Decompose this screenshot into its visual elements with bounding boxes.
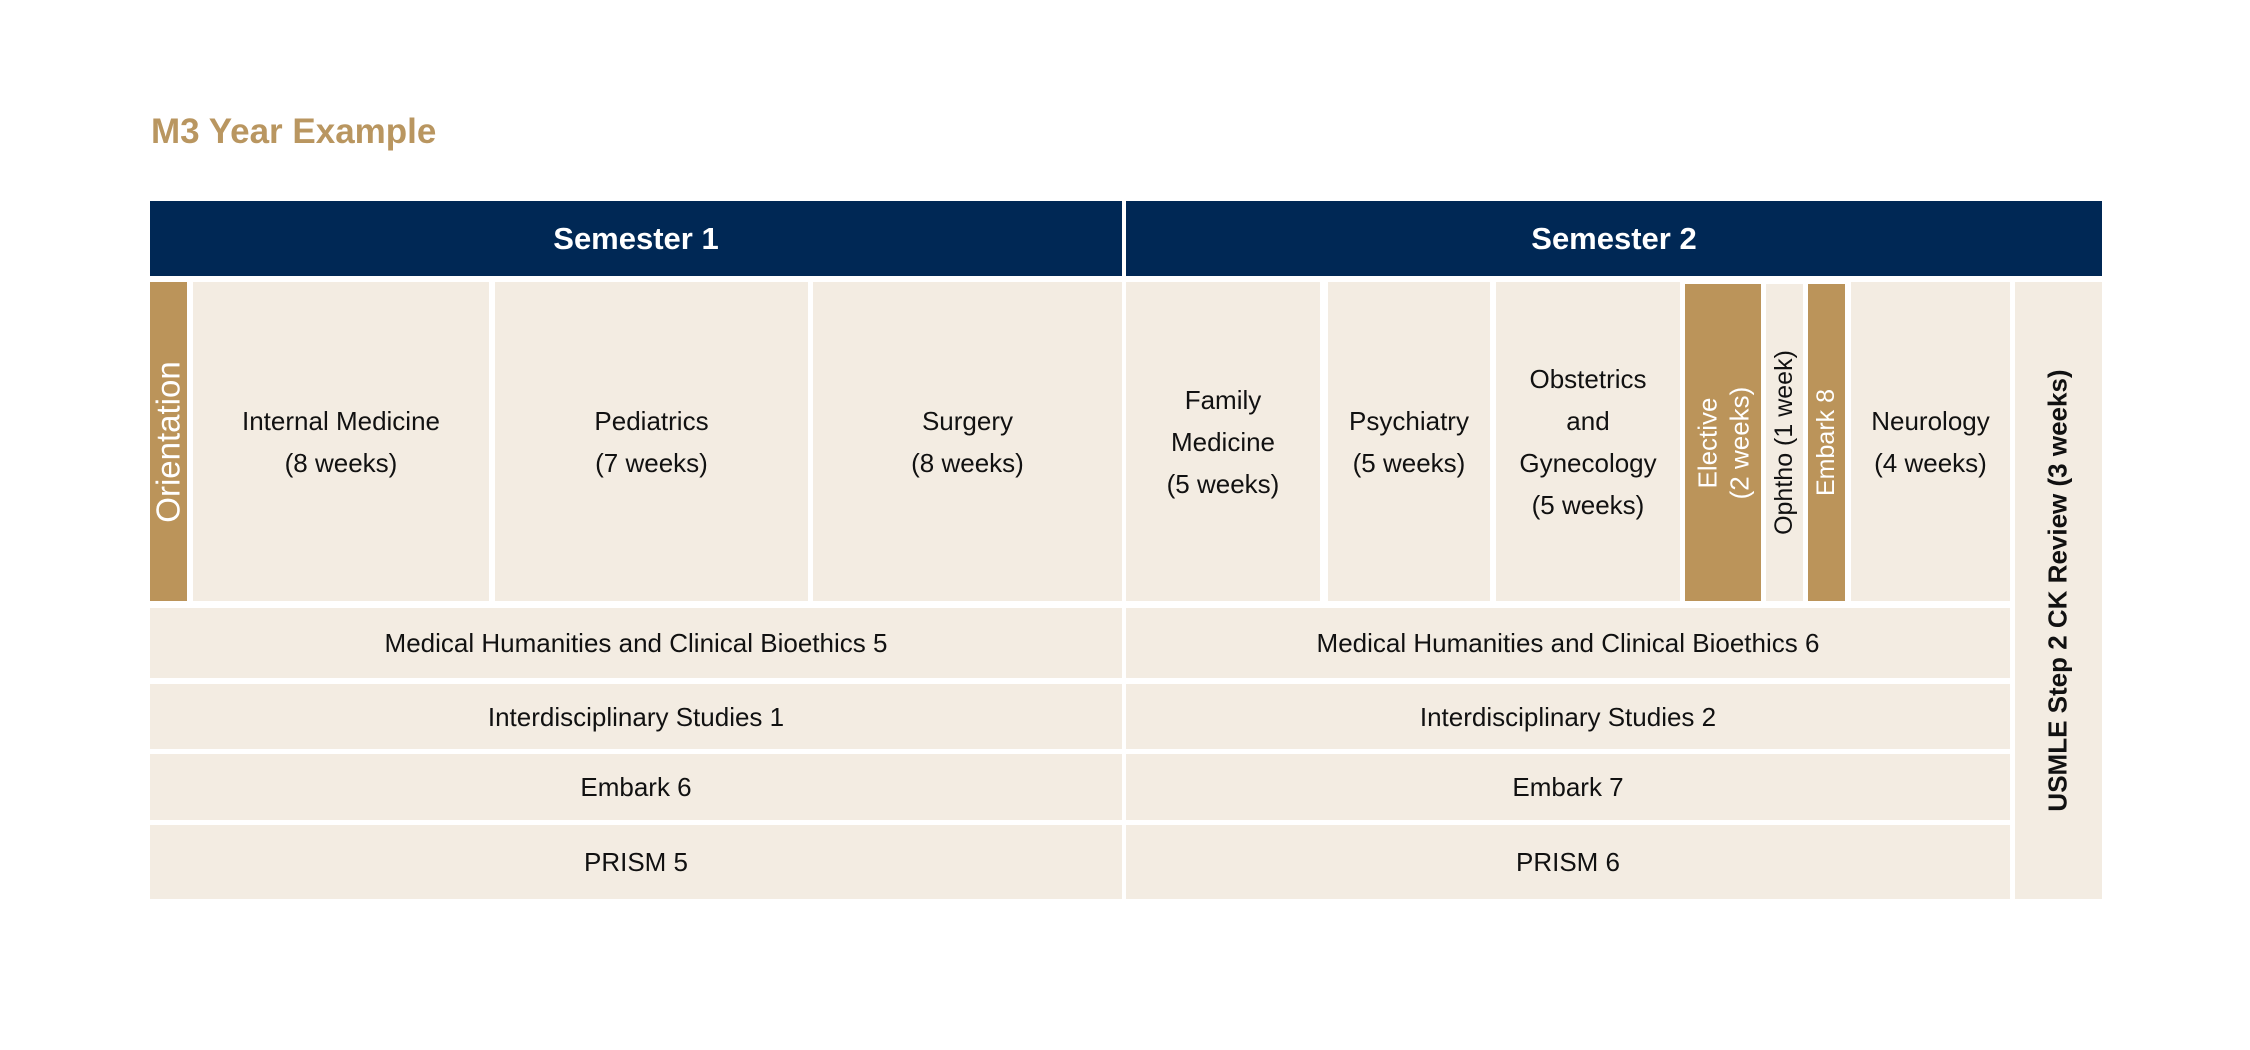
rotation-duration: (5 weeks) — [1531, 489, 1645, 520]
psychiatry-block — [1328, 282, 1490, 601]
longitudinal-row: PRISM 6 — [1126, 825, 2010, 899]
family-medicine-block — [1126, 282, 1320, 601]
obgyn-block — [1496, 282, 1680, 601]
rotation-name: Family — [1184, 384, 1262, 415]
orientation-block — [150, 282, 187, 601]
longitudinal-row: Embark 7 — [1126, 754, 2010, 820]
rotation-duration: (8 weeks) — [284, 447, 398, 478]
rotation-name: Pediatrics — [594, 405, 709, 436]
rotation-name: Elective — [1692, 396, 1723, 489]
rotation-duration: (4 weeks) — [1874, 447, 1987, 478]
orientation-label: Orientation — [149, 360, 187, 523]
rotation-name: Gynecology — [1519, 447, 1657, 478]
rotation-name: and — [1566, 405, 1610, 436]
elective-block — [1685, 284, 1761, 601]
rotation-name: Psychiatry — [1349, 405, 1469, 436]
usmle-review-block — [2015, 282, 2102, 899]
rotation-name: Internal Medicine — [242, 405, 440, 436]
surgery-block — [813, 282, 1122, 601]
embark-8-block — [1808, 284, 1845, 601]
rotation-duration: (7 weeks) — [595, 447, 708, 478]
rotation-duration: (5 weeks) — [1166, 468, 1280, 499]
internal-medicine-block — [193, 282, 489, 601]
rotation-duration: (5 weeks) — [1352, 447, 1466, 478]
page-title: M3 Year Example — [151, 112, 437, 151]
rotation-name: Embark 8 — [1812, 389, 1841, 496]
rotation-duration: (2 weeks) — [1724, 386, 1755, 499]
longitudinal-row: Medical Humanities and Clinical Bioethics 5 — [150, 608, 1122, 678]
longitudinal-row: PRISM 5 — [150, 825, 1122, 899]
rotation-name: USMLE Step 2 CK Review (3 weeks) — [2043, 369, 2074, 812]
rotation-name: Ophtho (1 week) — [1770, 350, 1799, 535]
rotation-name: Surgery — [921, 405, 1014, 436]
longitudinal-row: Medical Humanities and Clinical Bioethics 6 — [1126, 608, 2010, 678]
longitudinal-row: Interdisciplinary Studies 1 — [150, 684, 1122, 749]
longitudinal-row: Interdisciplinary Studies 2 — [1126, 684, 2010, 749]
ophtho-block — [1766, 284, 1803, 601]
neurology-block — [1851, 282, 2010, 601]
semester-2-header: Semester 2 — [1126, 201, 2102, 276]
semester-1-header: Semester 1 — [150, 201, 1122, 276]
rotation-duration: (8 weeks) — [911, 447, 1024, 478]
longitudinal-row: Embark 6 — [150, 754, 1122, 820]
rotation-name: Obstetrics — [1529, 363, 1647, 394]
rotation-name: Medicine — [1170, 426, 1276, 457]
rotation-name: Neurology — [1871, 405, 1990, 436]
pediatrics-block — [495, 282, 808, 601]
